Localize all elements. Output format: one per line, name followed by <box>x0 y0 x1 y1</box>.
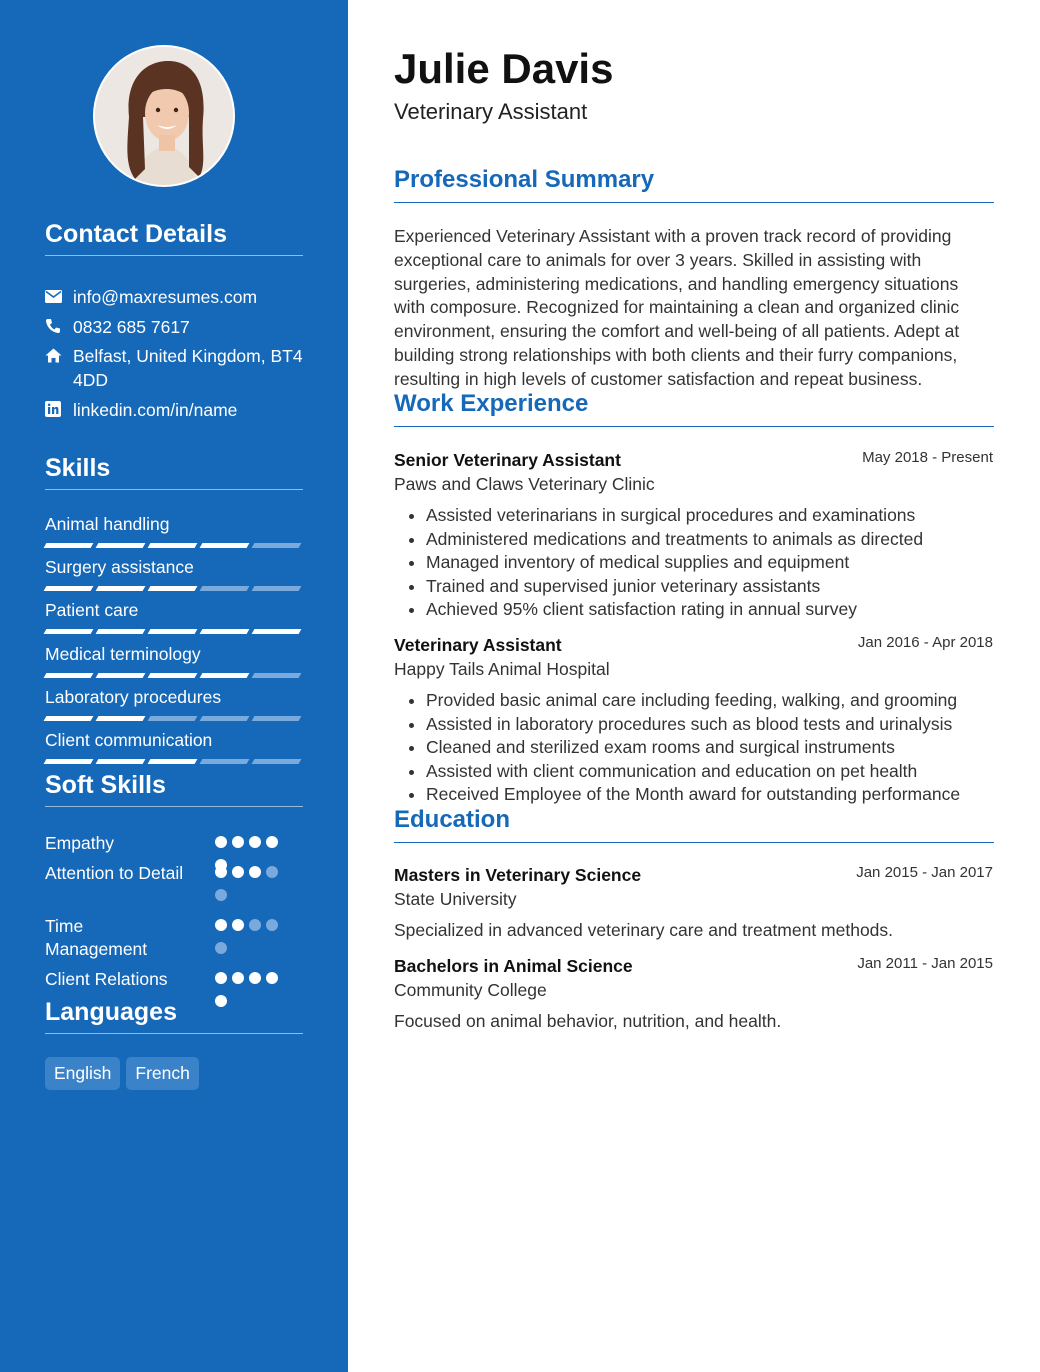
contact-phone[interactable] <box>45 315 305 339</box>
job-title: Veterinary Assistant <box>394 635 562 655</box>
degree: Bachelors in Animal Science <box>394 956 633 976</box>
soft-skill-name: Attention to Detail <box>45 863 184 883</box>
summary-heading: Professional Summary <box>394 166 994 203</box>
education-date: Jan 2015 - Jan 2017 <box>856 864 993 881</box>
rating-dot <box>266 919 278 931</box>
skill-name: Patient care <box>45 600 139 620</box>
skill-level-segment <box>200 586 250 591</box>
skill-level-segment <box>96 629 146 634</box>
employer: Paws and Claws Veterinary Clinic <box>394 474 655 494</box>
rating-dot <box>266 972 278 984</box>
soft-skill-rating <box>215 866 290 912</box>
skill-item <box>45 599 303 634</box>
contact-address <box>45 344 305 392</box>
skill-level-segment <box>148 759 198 764</box>
job-bullet: • Received Employee of the Month award for outstanding performance <box>426 783 994 807</box>
skill-level-segment <box>148 673 198 678</box>
skill-level-bar <box>45 673 303 678</box>
skill-item <box>45 729 303 764</box>
skill-level-segment <box>200 543 250 548</box>
mail-icon <box>45 285 73 307</box>
profile-photo <box>95 47 235 187</box>
skill-item <box>45 686 303 721</box>
skill-level-segment <box>148 586 198 591</box>
experience-entry <box>394 448 994 622</box>
soft-skills-heading: Soft Skills <box>45 771 303 807</box>
soft-skill-name: Time Management <box>45 916 148 959</box>
job-bullet: • Provided basic animal care including feeding, walking, and grooming <box>426 689 994 713</box>
skill-item <box>45 513 303 548</box>
skill-level-segment <box>96 543 146 548</box>
skill-level-segment <box>96 716 146 721</box>
skill-name: Laboratory procedures <box>45 687 222 707</box>
skill-level-bar <box>45 543 303 548</box>
job-bullet: • Managed inventory of medical supplies and equipment <box>426 551 994 575</box>
education-heading: Education <box>394 806 994 843</box>
degree: Masters in Veterinary Science <box>394 865 642 885</box>
skill-level-segment <box>148 629 198 634</box>
home-icon <box>45 344 73 366</box>
job-bullet: • Assisted veterinarians in surgical procedures and examinations <box>426 504 994 528</box>
job-bullet: • Trained and supervised junior veterinary assistants <box>426 575 994 599</box>
skill-level-segment <box>252 716 302 721</box>
sidebar <box>0 0 348 1372</box>
summary-text: Experienced Veterinary Assistant with a proven track record of providing exceptional care to animals for over 3 years. Skilled in assisting with surgeries, administering medications, and handling emergency situations with composure. Recognized for maintaining a clean and organized clinic environment, ensuring the comfort and well-being of all patients. Adept at building strong relationships with both clients and their furry companions, resulting in high levels of customer satisfaction and repeat business. <box>394 226 960 389</box>
job-bullet: • Assisted with client communication and education on pet health <box>426 760 994 784</box>
job-bullet: • Cleaned and sterilized exam rooms and surgical instruments <box>426 736 994 760</box>
contact-linkedin[interactable] <box>45 398 305 422</box>
rating-dot <box>215 889 227 901</box>
skill-level-segment <box>44 629 94 634</box>
skill-level-segment <box>44 586 94 591</box>
job-bullet: • Assisted in laboratory procedures such as blood tests and urinalysis <box>426 713 994 737</box>
experience-entry <box>394 633 994 807</box>
skill-level-segment <box>148 543 198 548</box>
contact-address-text: Belfast, United Kingdom, BT4 4DD <box>73 346 303 390</box>
soft-skill-name: Client Relations <box>45 969 168 989</box>
rating-dot <box>249 866 261 878</box>
skill-level-segment <box>252 543 302 548</box>
rating-dot <box>215 972 227 984</box>
contact-email-text: info@maxresumes.com <box>73 287 258 307</box>
rating-dot <box>266 836 278 848</box>
job-bullet: • Administered medications and treatments to animals as directed <box>426 528 994 552</box>
education-date: Jan 2011 - Jan 2015 <box>857 955 993 972</box>
skill-level-segment <box>96 673 146 678</box>
skill-level-bar <box>45 586 303 591</box>
job-bullets <box>394 504 994 622</box>
job-date: Jan 2016 - Apr 2018 <box>857 634 993 651</box>
rating-dot <box>249 836 261 848</box>
rating-dot <box>215 866 227 878</box>
rating-dot <box>215 942 227 954</box>
skill-level-segment <box>252 586 302 591</box>
skill-item <box>45 556 303 591</box>
skill-level-segment <box>44 673 94 678</box>
skill-name: Animal handling <box>45 514 170 534</box>
skill-level-segment <box>252 673 302 678</box>
soft-skill-rating <box>215 919 290 965</box>
contact-heading: Contact Details <box>45 220 303 256</box>
skill-level-segment <box>44 716 94 721</box>
rating-dot <box>215 836 227 848</box>
skill-level-segment <box>200 759 250 764</box>
employer: Happy Tails Animal Hospital <box>394 659 610 679</box>
rating-dot <box>232 919 244 931</box>
education-description: Specialized in advanced veterinary care and treatment methods. <box>394 920 894 940</box>
skill-level-segment <box>252 759 302 764</box>
skill-level-segment <box>200 716 250 721</box>
skills-heading: Skills <box>45 454 303 490</box>
contact-phone-text: 0832 685 7617 <box>73 317 190 337</box>
job-date: May 2018 - Present <box>862 449 993 466</box>
contact-email[interactable] <box>45 285 305 309</box>
skill-level-segment <box>148 716 198 721</box>
skill-level-segment <box>96 586 146 591</box>
phone-icon <box>45 315 73 337</box>
education-description: Focused on animal behavior, nutrition, and health. <box>394 1011 782 1031</box>
education-entry <box>394 863 994 942</box>
school: State University <box>394 889 517 909</box>
rating-dot <box>215 919 227 931</box>
job-bullet: • Achieved 95% client satisfaction rating in annual survey <box>426 598 994 622</box>
job-title: Senior Veterinary Assistant <box>394 450 621 470</box>
rating-dot <box>232 972 244 984</box>
language-tag: English <box>45 1057 120 1090</box>
skill-name: Client communication <box>45 730 213 750</box>
contact-linkedin-text: linkedin.com/in/name <box>73 400 238 420</box>
job-bullets <box>394 689 994 807</box>
rating-dot <box>266 866 278 878</box>
skill-level-segment <box>200 673 250 678</box>
rating-dot <box>232 866 244 878</box>
rating-dot <box>249 972 261 984</box>
skill-level-bar <box>45 629 303 634</box>
skill-name: Medical terminology <box>45 644 201 664</box>
skill-item <box>45 643 303 678</box>
languages-heading: Languages <box>45 998 303 1034</box>
linkedin-icon <box>45 398 73 420</box>
skill-name: Surgery assistance <box>45 557 194 577</box>
rating-dot <box>249 919 261 931</box>
skill-level-bar <box>45 759 303 764</box>
education-entry <box>394 954 994 1033</box>
skill-level-segment <box>200 629 250 634</box>
rating-dot <box>232 836 244 848</box>
soft-skill-name: Empathy <box>45 833 115 853</box>
candidate-title: Veterinary Assistant <box>394 99 588 124</box>
experience-heading: Work Experience <box>394 390 994 427</box>
candidate-name: Julie Davis <box>394 45 614 92</box>
school: Community College <box>394 980 547 1000</box>
skill-level-segment <box>96 759 146 764</box>
language-tag: French <box>126 1057 198 1090</box>
avatar <box>93 45 235 187</box>
skill-level-bar <box>45 716 303 721</box>
skill-level-segment <box>44 759 94 764</box>
languages-list <box>45 1057 199 1090</box>
skill-level-segment <box>44 543 94 548</box>
skill-level-segment <box>252 629 302 634</box>
